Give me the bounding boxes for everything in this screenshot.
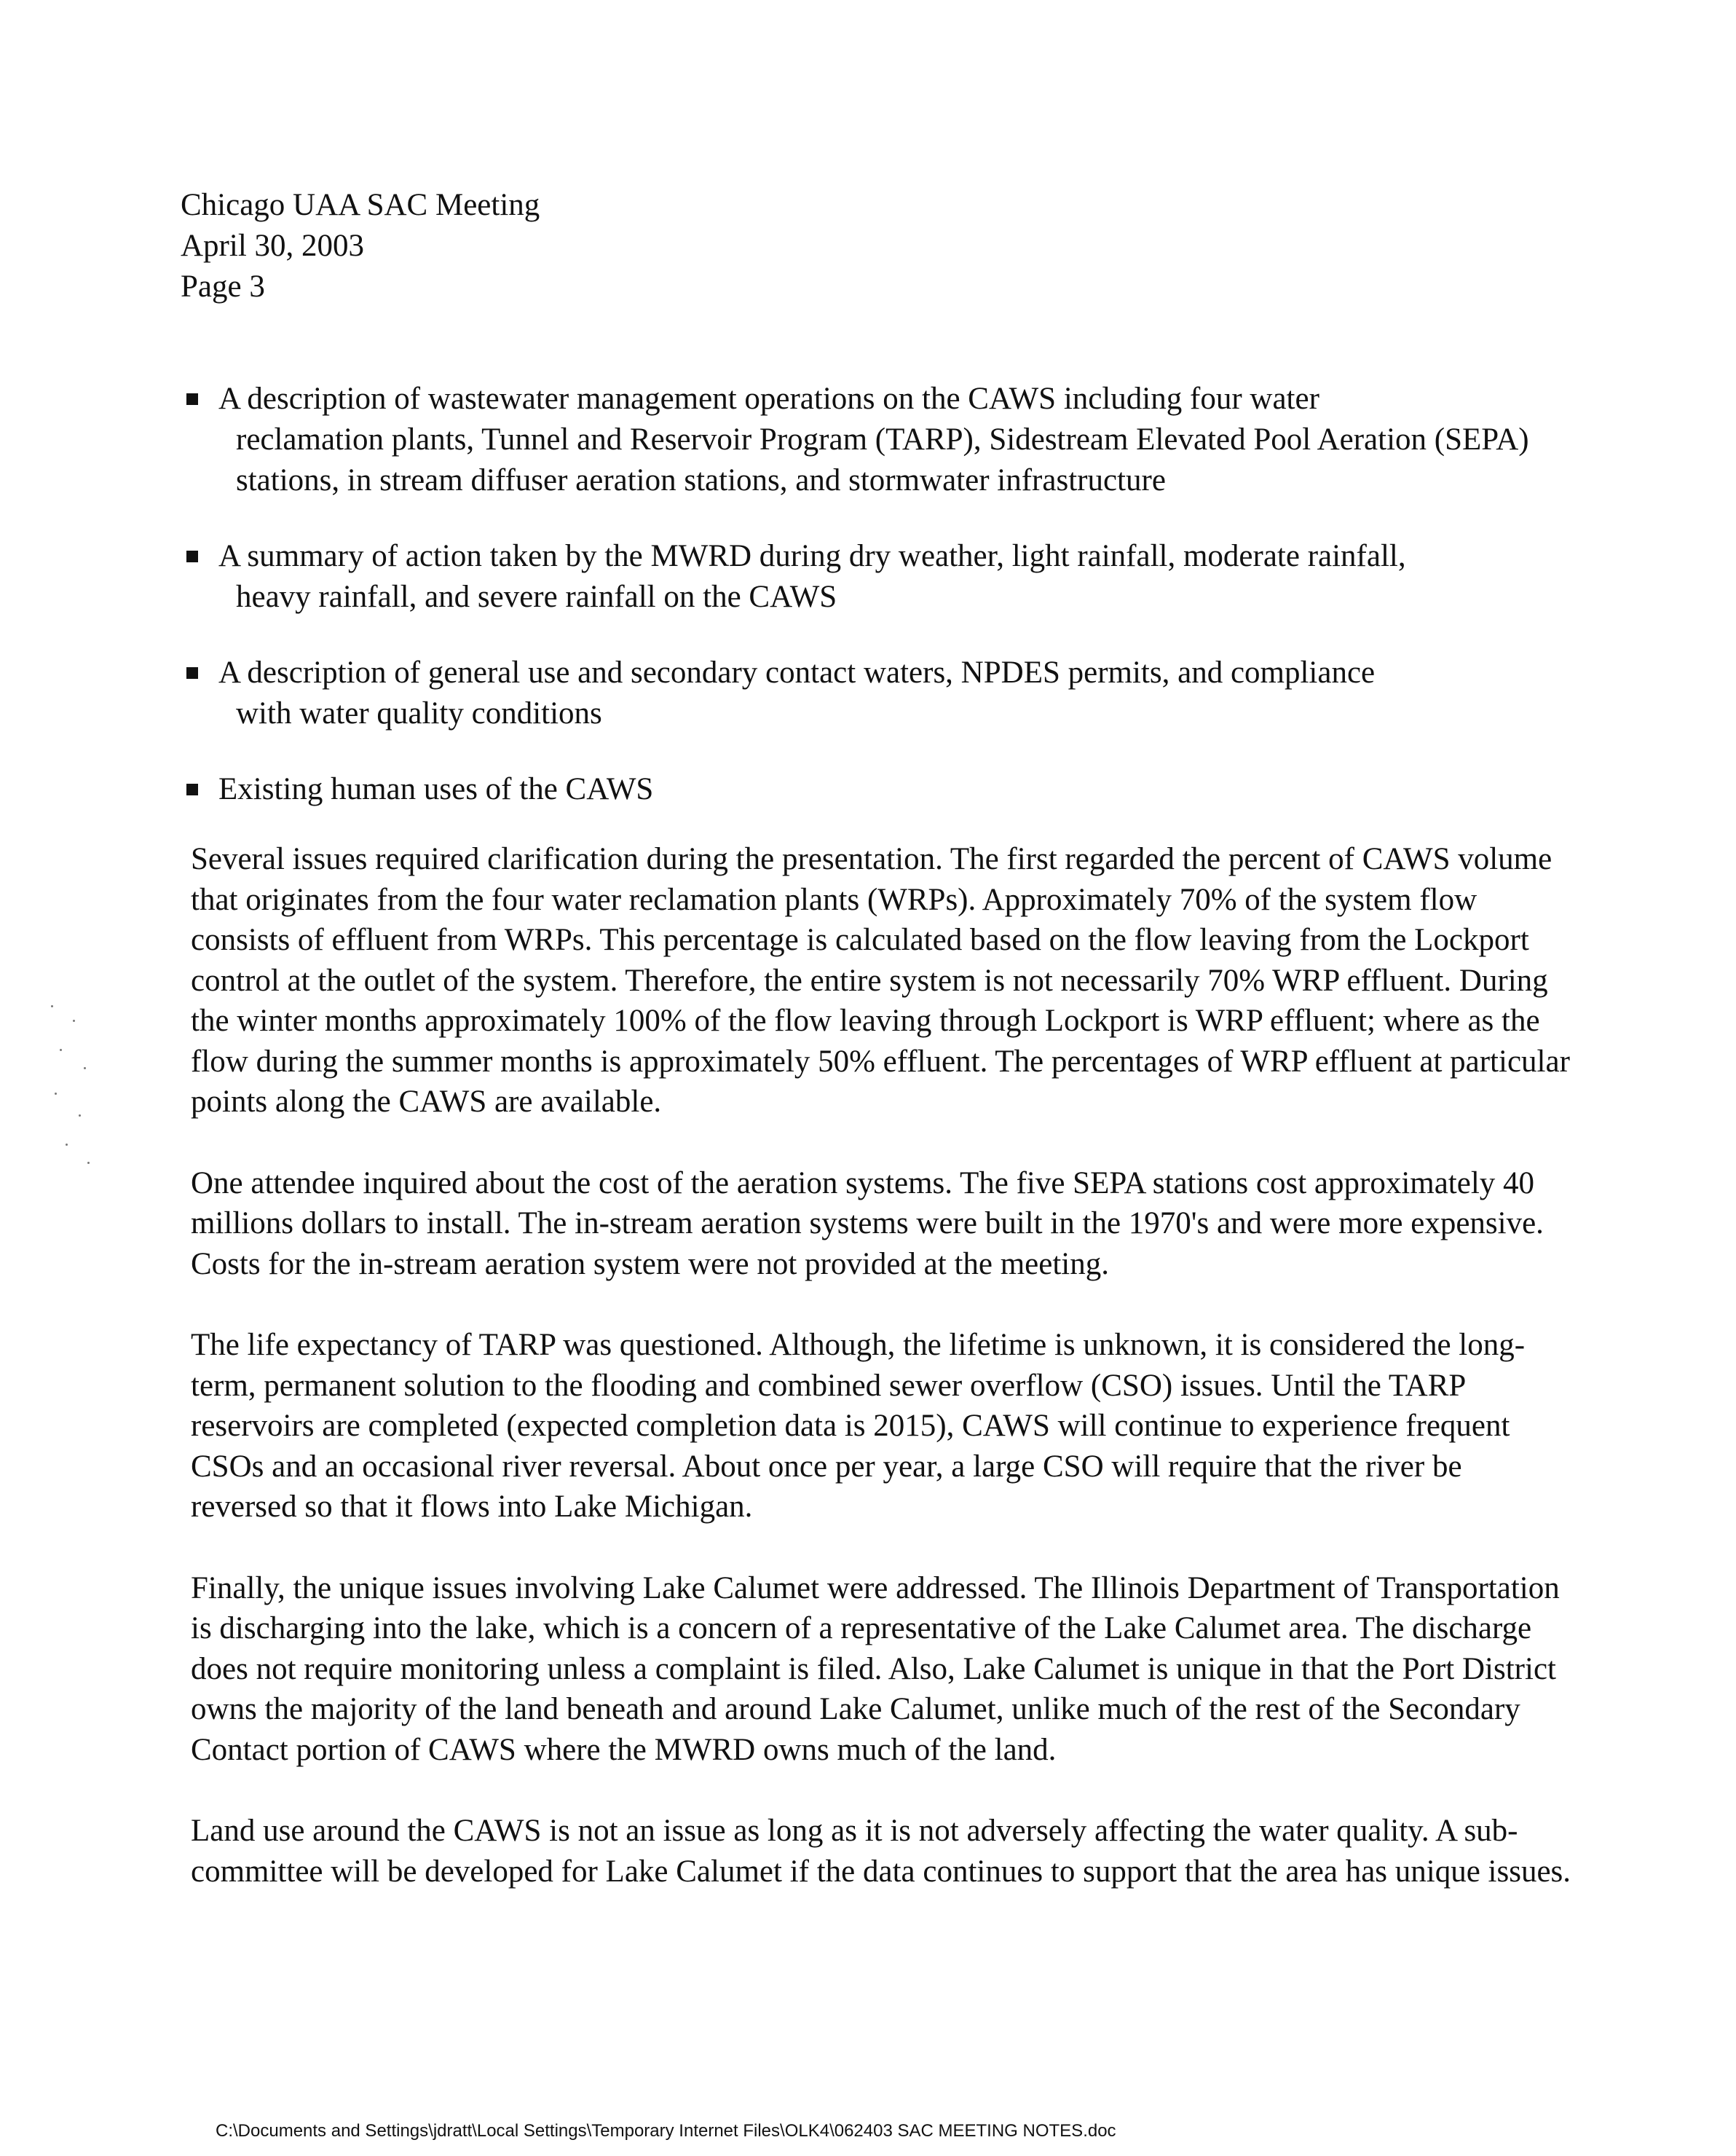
- scan-noise: [44, 998, 102, 1173]
- bullet-item: [184, 379, 1567, 501]
- page-header: [181, 185, 540, 307]
- bullet-item: [184, 769, 1567, 810]
- file-path-footer: C:\Documents and Settings\jdratt\Local Settings\Temporary Internet Files\OLK4\062403 SAC MEETING NOTES.doc: [216, 2121, 1116, 2141]
- bullet-list: [184, 379, 1567, 845]
- square-bullet-icon: [186, 667, 198, 679]
- bullet-text: [218, 769, 1567, 810]
- paragraph-tarp-life-expectancy: The life expectancy of TARP was questioned. Although, the lifetime is unknown, it is considered the long-term, permanent solution to the flooding and combined sewer overflow (CSO) issues. Until the TARP reservoirs are completed (expected completion data is 2015), CAWS will continue to experience frequent CSOs and an occasional river reversal. About once per year, a large CSO will require that the river be reversed so that it flows into Lake Michigan.: [191, 1328, 1526, 1524]
- body-text: [191, 839, 1574, 1932]
- header-date: April 30, 2003: [181, 229, 365, 263]
- bullet-continuation: with water quality conditions: [236, 696, 602, 731]
- bullet-text: [218, 379, 1567, 501]
- square-bullet-icon: [186, 551, 198, 562]
- square-bullet-icon: [186, 784, 198, 795]
- bullet-first-line: Existing human uses of the CAWS: [218, 772, 654, 806]
- bullet-first-line: A description of wastewater management operations on the CAWS including four water: [218, 382, 1319, 416]
- paragraph-aeration-cost: One attendee inquired about the cost of the aeration systems. The five SEPA stations cost approximately 40 millions dollars to install. The in-stream aeration systems were built in the 1970's and were more expensive. Costs for the in-stream aeration system were not provided at the meeting.: [191, 1165, 1544, 1281]
- bullet-item: [184, 536, 1567, 618]
- header-meeting-title: Chicago UAA SAC Meeting: [181, 188, 540, 222]
- bullet-first-line: A description of general use and secondary contact waters, NPDES permits, and compliance: [218, 656, 1376, 690]
- bullet-item: [184, 653, 1567, 734]
- bullet-continuation: reclamation plants, Tunnel and Reservoir Program (TARP), Sidestream Elevated Pool Aeration (SEPA) stations, in stream diffuser aeration stations, and stormwater infrastructure: [236, 422, 1529, 497]
- bullet-continuation: heavy rainfall, and severe rainfall on the CAWS: [236, 580, 837, 614]
- square-bullet-icon: [186, 393, 198, 405]
- bullet-first-line: A summary of action taken by the MWRD during dry weather, light rainfall, moderate rainfall,: [218, 539, 1406, 573]
- paragraph-wrp-effluent: Several issues required clarification during the presentation. The first regarded the percent of CAWS volume that originates from the four water reclamation plants (WRPs). Approximately 70% of the system flow consists of effluent from WRPs. This percentage is calculated based on the flow leaving from the Lockport control at the outlet of the system. Therefore, the entire system is not necessarily 70% WRP effluent. During the winter months approximately 100% of the flow leaving through Lockport is WRP effluent; where as the flow during the summer months is approximately 50% effluent. The percentages of WRP effluent at particular points along the CAWS are available.: [191, 842, 1570, 1119]
- bullet-text: [218, 536, 1567, 618]
- paragraph-lake-calumet: Finally, the unique issues involving Lake Calumet were addressed. The Illinois Department of Transportation is discharging into the lake, which is a concern of a representative of the Lake Calumet area. The discharge does not require monitoring unless a complaint is filed. Also, Lake Calumet is unique in that the Port District owns the majority of the land beneath and around Lake Calumet, unlike much of the rest of the Secondary Contact portion of CAWS where the MWRD owns much of the land.: [191, 1570, 1560, 1767]
- header-page-number: Page 3: [181, 270, 265, 304]
- bullet-text: [218, 653, 1567, 734]
- paragraph-land-use: Land use around the CAWS is not an issue as long as it is not adversely affecting the water quality. A sub-committee will be developed for Lake Calumet if the data continues to support that the area has unique issues.: [191, 1814, 1571, 1889]
